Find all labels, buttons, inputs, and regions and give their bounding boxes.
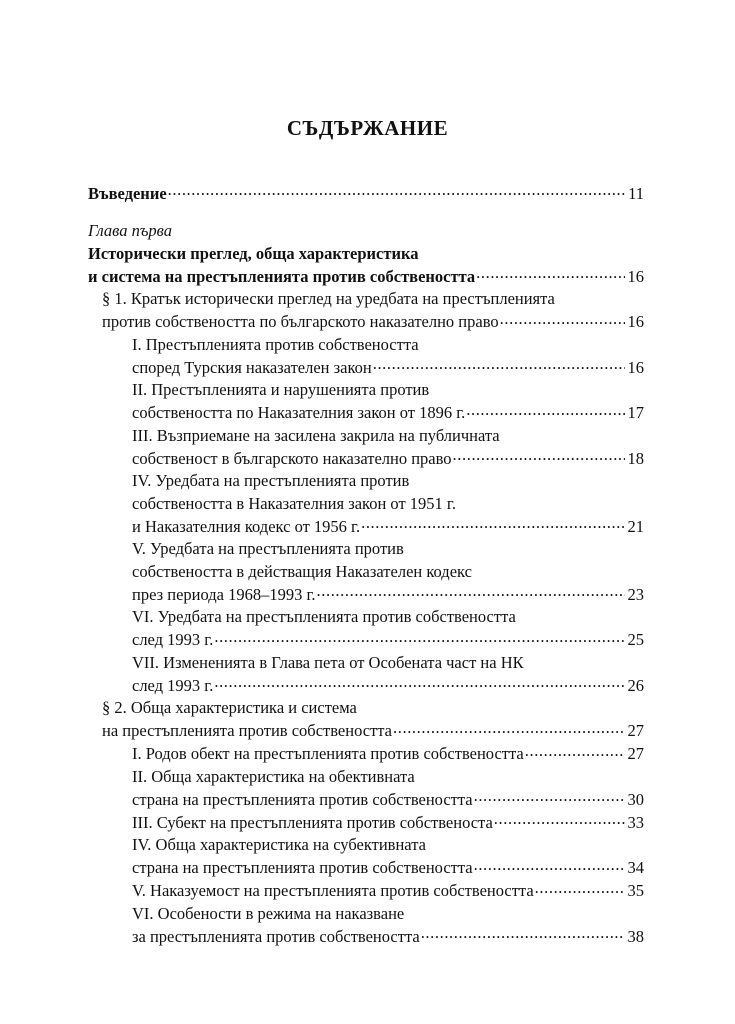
page-number: 35 [627,881,644,900]
toc-entry-label: II. Обща характеристика на обективната [132,766,415,786]
toc-entry-label: след 1993 г. [132,630,214,649]
toc-entry-label: страна на престъпленията против собствеността [132,858,473,877]
toc-entry-item-line [88,766,644,789]
toc-entry-item-line [88,903,644,926]
leader-dots [317,583,625,600]
toc-entry-item[interactable] [88,356,644,379]
page-number: 16 [627,312,644,331]
toc-entry-item-line [88,652,644,675]
page-number: 26 [627,675,644,695]
section-1-items [88,334,644,698]
toc-entry-item-line [88,334,644,357]
page-number: 16 [627,266,644,286]
page-number: 16 [627,357,644,377]
leader-dots [494,811,625,828]
leader-dots [474,788,625,805]
toc-entry-item[interactable] [88,811,644,834]
leader-dots [466,402,624,419]
toc-entry-label: II. Престъпленията и нарушенията против [132,380,430,399]
page-number: 18 [627,448,644,468]
toc-entry-item[interactable] [88,629,644,652]
toc-entry-chapter[interactable] [88,265,644,288]
toc-entry-item[interactable] [88,925,644,948]
toc-entry-label: V. Уредбата на престъпленията против [132,539,404,558]
leader-dots [500,311,625,328]
section-title-line: § 2. Обща характеристика и система [102,698,357,717]
toc-entry-item-line [88,425,644,448]
page-number: 25 [627,630,644,649]
toc-entry-label: III. Субект на престъпленията против собственоста [132,812,493,832]
page-number: 21 [627,516,644,536]
section-title-line: § 1. Кратък исторически преглед на уредбата на престъпленията [102,289,555,308]
toc-entry-item-line [88,606,644,629]
toc-entry-label: I. Престъпленията против собствеността [132,334,419,354]
toc-entry-label: I. Родов обект на престъпленията против собствеността [132,744,524,763]
toc-entry-item[interactable] [88,402,644,425]
leader-dots [214,629,624,646]
section-2-items [88,743,644,949]
chapter-label: Глава първа [88,221,172,240]
toc-entry-label: според Турския наказателен закон [132,357,372,377]
toc-entry-label: IV. Уредбата на престъпленията против [132,471,410,490]
leader-dots [474,857,625,874]
toc-entry-item[interactable] [88,674,644,697]
page-number: 38 [627,926,644,946]
toc-entry-label: на престъпленията против собствеността [102,721,393,740]
toc-entry-label: VI. Уредбата на престъпленията против собствеността [132,607,516,626]
leader-dots [421,925,625,942]
toc-entry-label: и Наказателния кодекс от 1956 г. [132,516,361,536]
leader-dots [393,720,624,737]
toc-entry-label: против собствеността по българското наказателно право [102,312,499,331]
toc-entry-item[interactable] [88,788,644,811]
page-number: 33 [627,812,644,832]
page-number: 17 [627,403,644,422]
toc-entry-item[interactable] [88,857,644,880]
toc-entry-label: през периода 1968–1993 г. [132,584,316,604]
leader-dots [453,447,625,464]
toc-entry-label: III. Възприемане на засилена закрила на публичната [132,425,500,445]
toc-entry-section-2[interactable] [88,720,644,743]
toc-entry-label: VI. Особености в режима на наказване [132,903,405,923]
page-number: 27 [627,721,644,740]
toc-entry-label: VII. Измененията в Глава пета от Особената част на НК [132,652,524,672]
leader-dots [361,515,624,532]
toc-entry-label: собствеността по Наказателния закон от 1896 г. [132,403,466,422]
chapter-title-line: Исторически преглед, обща характеристика [88,243,419,263]
toc-entry-item[interactable] [88,447,644,470]
toc-entry-intro[interactable] [88,182,644,205]
leader-dots [214,674,624,691]
toc-entry-label: V. Наказуемост на престъпленията против собствеността [132,881,534,900]
toc-entry-label: страна на престъпленията против собствеността [132,789,473,809]
leader-dots [535,880,625,897]
toc-entry-label: Въведение [88,183,167,203]
page-number: 23 [627,584,644,604]
toc-entry-label: собствеността в Наказателния закон от 1951 г. [132,493,456,513]
toc-entry-label: след 1993 г. [132,675,214,695]
toc-entry-item[interactable] [88,743,644,766]
page-number: 30 [627,789,644,809]
toc-entry-item[interactable] [88,583,644,606]
toc-entry-item-line [88,834,644,857]
toc-entry-item-line [88,538,644,561]
table-of-contents [88,182,644,948]
leader-dots [525,743,625,760]
leader-dots [168,182,625,199]
page-number: 11 [628,183,644,203]
leader-dots [373,356,625,373]
toc-entry-item-line [88,493,644,516]
toc-entry-label: собствеността в действащия Наказателен кодекс [132,561,472,581]
toc-entry-item-line [88,561,644,584]
toc-entry-item-line [88,379,644,402]
page-number: 27 [627,744,644,763]
page-title: СЪДЪРЖАНИЕ [286,116,449,140]
page-number: 34 [627,858,644,877]
toc-entry-item[interactable] [88,880,644,903]
toc-entry-label: и система на престъпленията против собствеността [88,266,476,286]
toc-entry-section-1[interactable] [88,311,644,334]
toc-entry-item[interactable] [88,515,644,538]
toc-entry-label: за престъпленията против собствеността [132,926,420,946]
toc-entry-item-line [88,470,644,493]
toc-entry-label: IV. Обща характеристика на субективната [132,835,426,854]
toc-entry-label: собственост в българското наказателно право [132,448,452,468]
leader-dots [476,265,624,282]
